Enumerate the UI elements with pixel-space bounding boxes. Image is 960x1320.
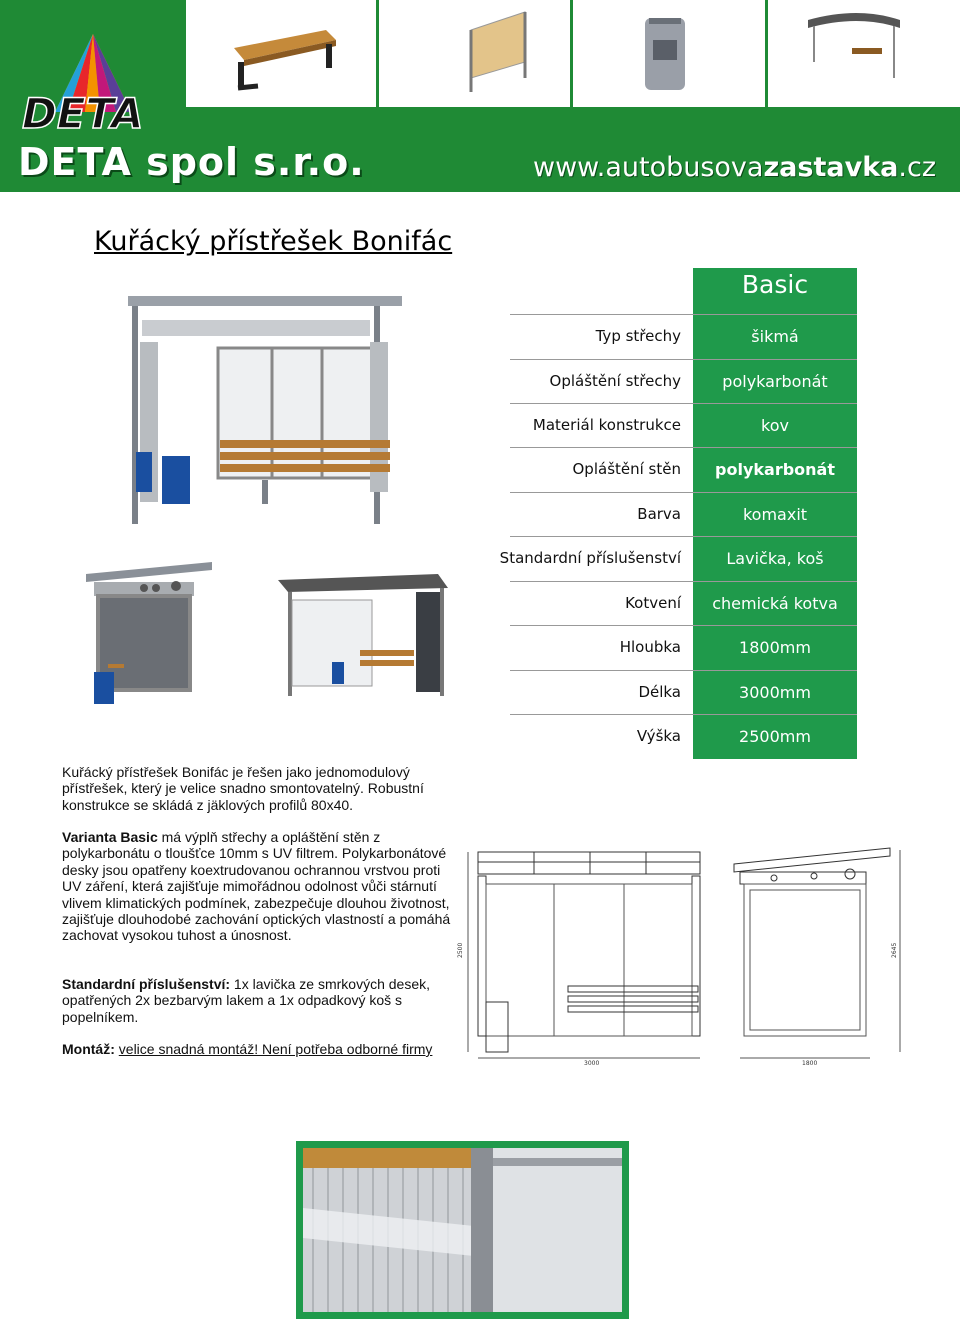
description-accessories: Standardní příslušenství: 1x lavička ze smrkových desek, opatřených 2x bezbarvým lakem a 1x odpadkový koš s popelníkem. xyxy=(62,976,431,1025)
spec-variant-heading: Basic xyxy=(741,270,809,299)
company-name: DETA spol s.r.o. xyxy=(18,140,365,184)
page-header xyxy=(0,0,960,192)
spec-label: Opláštění střechy xyxy=(549,372,681,390)
spec-label: Barva xyxy=(637,505,681,523)
spec-value: chemická kotva xyxy=(712,594,838,613)
deta-logo xyxy=(0,0,185,140)
spec-label: Výška xyxy=(636,727,681,745)
spec-row xyxy=(510,447,857,492)
spec-label: Opláštění stěn xyxy=(572,460,681,478)
assembly-link[interactable]: velice snadná montáž! Není potřeba odborné firmy xyxy=(118,1041,433,1057)
spec-label: Standardní příslušenství xyxy=(499,549,681,567)
logo-text: DETA xyxy=(22,89,144,138)
spec-label: Kotvení xyxy=(625,594,681,612)
spec-value: 2500mm xyxy=(739,727,811,746)
spec-row xyxy=(510,403,857,448)
spec-row xyxy=(510,359,857,404)
dimension-width-side: 1800 xyxy=(802,1060,818,1067)
thumb-bench xyxy=(186,0,376,107)
spec-label: Hloubka xyxy=(619,638,681,656)
spec-row xyxy=(510,670,857,715)
spec-row xyxy=(510,581,857,626)
description-intro: Kuřácký přístřešek Bonifác je řešen jako jednomodulový přístřešek, který je velice snadno smontovatelný. Robustní konstrukce se skládá z jäklových profilů 80x40. xyxy=(62,764,424,813)
spec-value: polykarbonát xyxy=(722,372,828,391)
spec-value: 1800mm xyxy=(739,638,811,657)
description-variant: Varianta Basic má výplň střechy a opláštění stěn z polykarbonátu o tloušťce 10mm s UV filtrem. Polykarbonátové desky jsou opatřeny koextrudovanou ochrannou vrstvou proti UV záření, která zajišťuje mimořádnou odolnost vůči stárnutí vlivem klimatických podmínek, zabezpečuje dlouhou životnost, zajišťuje dlouhodobé zachování optických vlastností a pomáhá zachovat vysokou tuhost a únosnost. xyxy=(62,829,451,944)
spec-row xyxy=(499,536,857,581)
technical-drawing-front xyxy=(458,846,708,1068)
description-assembly: Montáž: velice snadná montáž! Není potřeba odborné firmy xyxy=(62,1041,433,1057)
thumb-shelter xyxy=(768,0,960,107)
spec-value: Lavička, koš xyxy=(726,549,824,568)
spec-value: 3000mm xyxy=(739,683,811,702)
spec-label: Délka xyxy=(638,683,681,701)
shelter-front-render xyxy=(122,292,407,528)
spec-row xyxy=(510,492,857,537)
detail-photo xyxy=(296,1141,629,1319)
spec-value: komaxit xyxy=(742,505,808,524)
spec-value: šikmá xyxy=(751,327,799,346)
shelter-perspective-render xyxy=(278,574,448,696)
technical-drawing-side xyxy=(722,846,912,1068)
thumb-panel xyxy=(379,0,570,107)
spec-row xyxy=(510,314,857,359)
spec-value: polykarbonát xyxy=(715,460,835,479)
thumb-bin xyxy=(573,0,765,107)
spec-row xyxy=(510,625,857,670)
dimension-height-front: 2500 xyxy=(457,942,464,958)
dimension-height-side: 2645 xyxy=(891,942,898,958)
shelter-side-render xyxy=(84,560,214,710)
spec-label: Materiál konstrukce xyxy=(532,416,681,434)
page-title: Kuřácký přístřešek Bonifác xyxy=(94,226,453,257)
spec-label: Typ střechy xyxy=(595,327,681,345)
spec-row xyxy=(510,714,857,759)
website-link[interactable]: www.autobusovazastavka.cz xyxy=(532,152,936,183)
spec-value: kov xyxy=(761,416,789,435)
dimension-width-front: 3000 xyxy=(584,1060,600,1067)
